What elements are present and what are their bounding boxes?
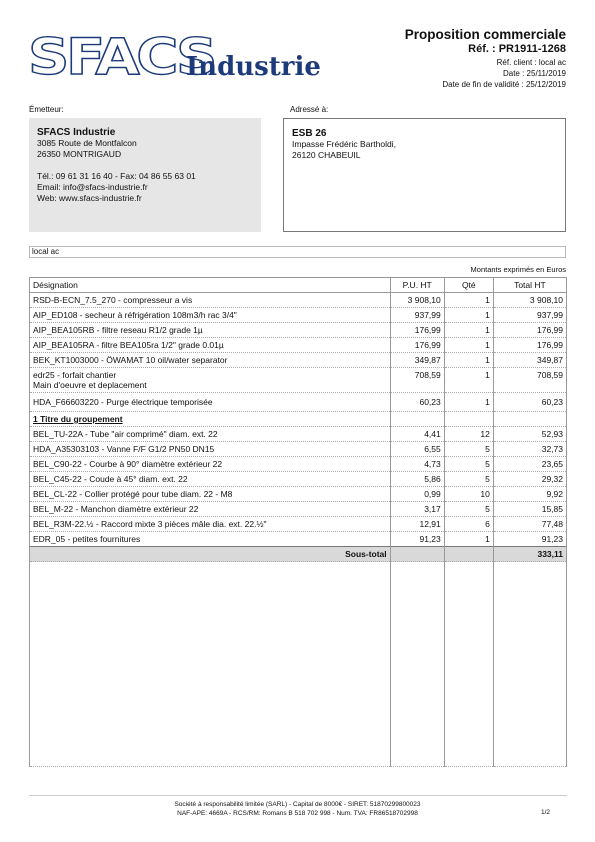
row-pu: 12,91 [390,517,444,532]
row-designation: HDA_A35303103 - Vanne F/F G1/2 PN50 DN15 [30,442,391,457]
row-pu: 708,59 [390,368,444,393]
row-total: 937,99 [493,308,566,323]
subtotal-value: 333,11 [493,547,566,562]
row-designation: RSD-B-ECN_7.5_270 - compresseur a vis [30,293,391,308]
row-designation: AIP_BEA105RB - filtre reseau R1/2 grade 1µ [30,323,391,338]
row-total: 29,32 [493,472,566,487]
row-qte: 1 [444,323,493,338]
row-designation: AIP_BEA105RA - filtre BEA105ra 1/2" grade 0.01µ [30,338,391,353]
row-qte: 10 [444,487,493,502]
emitter-name: SFACS Industrie [37,127,116,138]
recipient-address1: Impasse Frédéric Bartholdi, [292,139,396,149]
subtotal-label: Sous-total [30,547,391,562]
table-row [30,487,567,502]
row-pu: 4,41 [390,427,444,442]
row-designation: AIP_ED108 - secheur à réfrigération 108m3/h rac 3/4" [30,308,391,323]
row-designation: HDA_F66603220 - Purge électrique temporisée [30,393,391,412]
row-total: 349,87 [493,353,566,368]
emitter-email[interactable]: Email: info@sfacs-industrie.fr [37,182,148,192]
emitter-box [29,118,261,232]
row-designation [30,368,391,393]
page-number: 1/2 [540,809,550,816]
company-logo [28,28,321,90]
client-ref-line: local ac [29,246,566,258]
table-row [30,427,567,442]
row-qte: 1 [444,393,493,412]
row-total: 9,92 [493,487,566,502]
table-row [30,442,567,457]
row-qte: 5 [444,442,493,457]
table-header-row [30,278,567,293]
table-row [30,502,567,517]
row-qte: 5 [444,472,493,487]
row-total: 60,23 [493,393,566,412]
row-designation: BEL_C45-22 - Coude à 45° diam. ext. 22 [30,472,391,487]
row-total: 23,65 [493,457,566,472]
items-table [29,277,567,767]
row-pu: 5,86 [390,472,444,487]
row-total: 708,59 [493,368,566,393]
row-designation: BEL_TU-22A - Tube "air comprimé" diam. ext. 22 [30,427,391,442]
document-ref: Réf. : PR1911-1268 [468,43,566,55]
document-date: Date : 25/11/2019 [502,69,566,78]
footer-line2: NAF-APE: 4669A - RCS/RM: Romans B 518 702 998 - Num. TVA: FR86518702998 [177,810,418,817]
col-total: Total HT [493,278,566,293]
row-total: 176,99 [493,323,566,338]
group-title: 1 Titre du groupement [30,412,391,427]
row-total: 3 908,10 [493,293,566,308]
table-filler [30,562,567,767]
footer-divider [29,795,567,796]
row-qte: 1 [444,353,493,368]
emitter-label: Émetteur: [29,105,64,114]
table-row [30,323,567,338]
row-designation: BEL_CL-22 - Collier protégé pour tube diam. 22 - M8 [30,487,391,502]
row-qte: 1 [444,338,493,353]
row-total: 32,73 [493,442,566,457]
row-designation: BEL_R3M-22.½ - Raccord mixte 3 pièces mâle dia. ext. 22.½" [30,517,391,532]
footer [0,800,595,818]
row-pu: 3,17 [390,502,444,517]
row-designation: BEL_C90-22 - Courbe à 90° diamètre extérieur 22 [30,457,391,472]
row-pu: 3 908,10 [390,293,444,308]
row-designation: EDR_05 - petites fournitures [30,532,391,547]
row-qte: 5 [444,502,493,517]
emitter-phone: Tél.: 09 61 31 16 40 - Fax: 04 86 55 63 01 [37,171,196,181]
row-qte: 6 [444,517,493,532]
row-total: 91,23 [493,532,566,547]
row-total: 176,99 [493,338,566,353]
row-pu: 176,99 [390,338,444,353]
footer-line1: Société à responsabilité limitée (SARL) - Capital de 8000€ - SIRET: 51870299800023 [174,801,421,808]
row-pu: 6,55 [390,442,444,457]
table-row [30,532,567,547]
table-row [30,338,567,353]
logo-brand: SFACS [28,28,215,86]
row-pu: 60,23 [390,393,444,412]
col-pu: P.U. HT [390,278,444,293]
table-row [30,308,567,323]
recipient-address2: 26120 CHABEUIL [292,150,361,160]
row-pu: 937,99 [390,308,444,323]
row-pu: 91,23 [390,532,444,547]
col-qte: Qté [444,278,493,293]
col-designation: Désignation [30,278,391,293]
forfait-detail: Main d'oeuvre et deplacement [33,380,147,390]
recipient-name: ESB 26 [292,128,327,139]
forfait-title: edr25 - forfait chantier [33,370,117,380]
document-title: Proposition commerciale [404,27,566,42]
row-pu: 349,87 [390,353,444,368]
table-row [30,517,567,532]
row-qte: 1 [444,308,493,323]
table-row [30,457,567,472]
row-total: 77,48 [493,517,566,532]
currency-note: Montants exprimés en Euros [470,265,566,274]
emitter-web[interactable]: Web: www.sfacs-industrie.fr [37,193,142,203]
validity-date: Date de fin de validité : 25/12/2019 [442,80,566,89]
table-row [30,393,567,412]
row-designation: BEL_M-22 - Manchon diamètre extérieur 22 [30,502,391,517]
recipient-label: Adressé à: [290,105,329,114]
table-row [30,472,567,487]
row-total: 52,93 [493,427,566,442]
table-row [30,368,567,393]
table-row [30,293,567,308]
subtotal-row [30,547,567,562]
row-qte: 12 [444,427,493,442]
emitter-address2: 26350 MONTRIGAUD [37,149,122,159]
group-title-row [30,412,567,427]
row-qte: 1 [444,532,493,547]
row-pu: 176,99 [390,323,444,338]
row-pu: 4,73 [390,457,444,472]
recipient-box [283,118,566,232]
table-row [30,353,567,368]
row-qte: 1 [444,368,493,393]
row-pu: 0,99 [390,487,444,502]
logo-suffix: Industrie [186,52,321,82]
row-total: 15,85 [493,502,566,517]
client-ref: Réf. client : local ac [496,58,566,67]
row-designation: BEK_KT1003000 - ÖWAMAT 10 oil/water separator [30,353,391,368]
row-qte: 1 [444,293,493,308]
emitter-address1: 3085 Route de Montfalcon [37,138,137,148]
row-qte: 5 [444,457,493,472]
